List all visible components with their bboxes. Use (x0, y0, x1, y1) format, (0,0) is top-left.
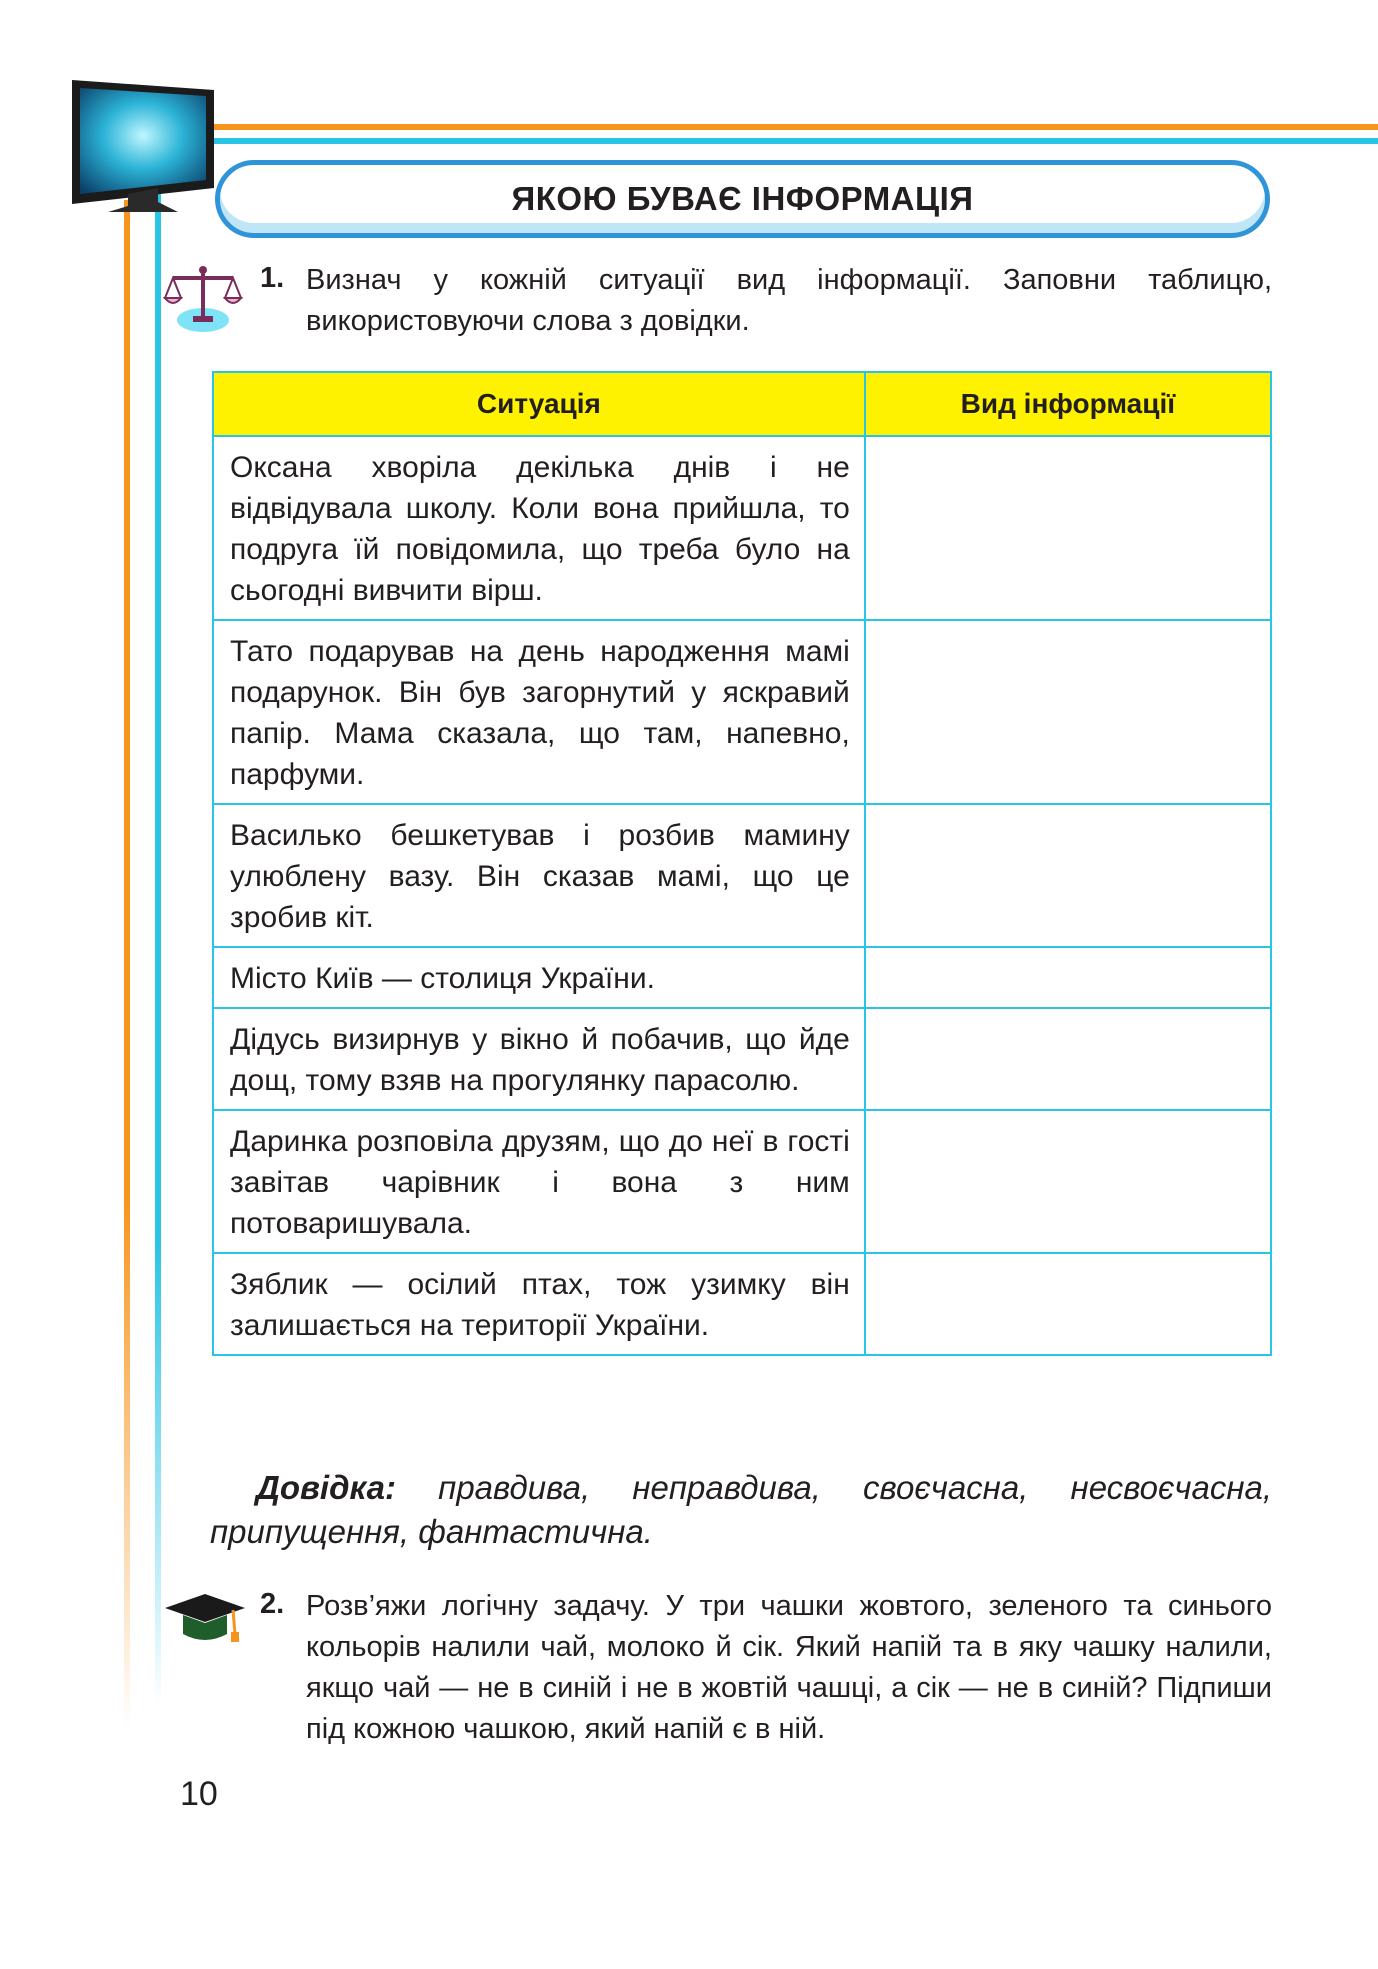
table-row (213, 804, 1271, 947)
monitor-icon (68, 76, 218, 216)
table-row (213, 620, 1271, 804)
kind-cell[interactable] (865, 620, 1271, 804)
task-2-text: Розв’яжи логічну задачу. У три чашки жовтого, зеленого та синього кольорів налили чай, молоко й сік. Який напій та в яку чашку налили, якщо чай — не в синій і не в жовтій чашці, а сік — не в синій? Підпиши під кожною чашкою, який напій є в ній. (306, 1590, 1272, 1745)
left-orange-stripe (124, 200, 130, 1730)
kind-cell[interactable] (865, 436, 1271, 620)
situation-cell: Зяблик — осілий птах, тож узимку він залишається на території України. (213, 1253, 865, 1355)
section-title: ЯКОЮ БУВАЄ ІНФОРМАЦІЯ (511, 180, 974, 217)
left-cyan-stripe (155, 148, 161, 1708)
hint-label: Довідка: (256, 1469, 396, 1506)
header-kind: Вид інформації (865, 372, 1271, 436)
table-row (213, 436, 1271, 620)
table-row (213, 1110, 1271, 1253)
kind-cell[interactable] (865, 1110, 1271, 1253)
situation-cell: Місто Київ — столиця України. (213, 947, 865, 1008)
kind-cell[interactable] (865, 947, 1271, 1008)
task-2-number: 2. (260, 1588, 285, 1620)
section-title-bar (215, 160, 1270, 238)
situation-cell: Даринка розповіла друзям, що до неї в гості завітав чарівник і вона з ним потоваришувала. (213, 1110, 865, 1253)
top-cyan-stripe (210, 138, 1378, 144)
hint-block (210, 1466, 1272, 1554)
kind-cell[interactable] (865, 1008, 1271, 1110)
graduation-cap-icon (163, 1588, 247, 1648)
situation-cell: Дідусь визирнув у вікно й побачив, що йде дощ, тому взяв на прогулянку парасолю. (213, 1008, 865, 1110)
table-row (213, 947, 1271, 1008)
scales-icon (163, 258, 243, 338)
table-header-row (213, 372, 1271, 436)
situation-cell: Тато подарував на день народження мамі подарунок. Він був загорнутий у яскравий папір. Мама сказала, що там, напевно, парфуми. (213, 620, 865, 804)
task-1-number: 1. (260, 262, 285, 294)
situation-cell: Василько бешкетував і розбив мамину улюблену вазу. Він сказав мамі, що це зробив кіт. (213, 804, 865, 947)
header-situation: Ситуація (213, 372, 865, 436)
situation-cell: Оксана хворіла декілька днів і не відвідувала школу. Коли вона прийшла, то подруга їй повідомила, що треба було на сьогодні вивчити вірш. (213, 436, 865, 620)
page-number: 10 (180, 1775, 218, 1813)
kind-cell[interactable] (865, 804, 1271, 947)
task-1-text: Визнач у кожній ситуації вид інформації. Заповни таблицю, використовуючи слова з довідки. (306, 264, 1272, 337)
hint-text: правдива, неправдива, своєчасна, несвоєчасна, припущення, фантастична. (210, 1469, 1273, 1550)
top-orange-stripe (210, 124, 1378, 130)
table-row (213, 1253, 1271, 1355)
table-row (213, 1008, 1271, 1110)
information-table (212, 371, 1272, 1356)
kind-cell[interactable] (865, 1253, 1271, 1355)
